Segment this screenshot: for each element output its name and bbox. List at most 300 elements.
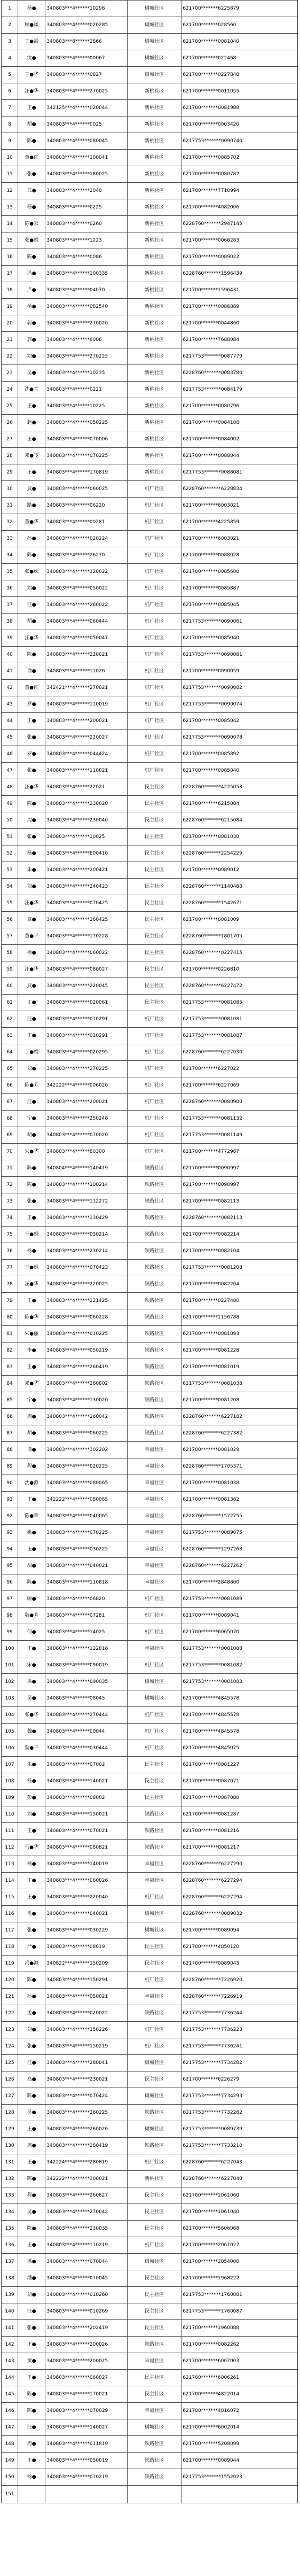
- community-cell: 机厂社区: [127, 746, 181, 763]
- table-row: [2, 812, 298, 829]
- row-index: 117: [2, 1922, 18, 1939]
- row-index: 30: [2, 481, 18, 498]
- name-cell: 潘●: [18, 2254, 45, 2270]
- name-cell: 吴●: [18, 365, 45, 382]
- table-row: [2, 2171, 298, 2187]
- account-cell: 621700*******0082113: [181, 1193, 298, 1210]
- community-cell: 机厂社区: [127, 2038, 181, 2055]
- name-cell: 沈●源: [18, 1475, 45, 1492]
- account-cell: 621700*******0082204: [181, 1276, 298, 1293]
- community-cell: 新桃社区: [127, 348, 181, 365]
- table-row: [2, 1425, 298, 1442]
- row-index: 149: [2, 2453, 18, 2469]
- id-number-cell: 340803***4******080027: [45, 961, 128, 978]
- table-row: [2, 1260, 298, 1276]
- name-cell: 周●: [18, 812, 45, 829]
- table-row: [2, 1525, 298, 1541]
- row-index: 112: [2, 1840, 18, 1856]
- id-number-cell: 340803***4******202419: [45, 2320, 128, 2337]
- name-cell: 陈●云: [18, 216, 45, 232]
- id-number-cell: 340803***4******220027: [45, 730, 128, 746]
- row-index: 150: [2, 2469, 18, 2486]
- row-index: 5: [2, 67, 18, 83]
- row-index: 40: [2, 647, 18, 663]
- account-cell: 6217753*******7734293: [181, 2088, 298, 2105]
- row-index: 9: [2, 133, 18, 150]
- id-number-cell: 340803***4******200021: [45, 713, 128, 730]
- table-row: [2, 2204, 298, 2221]
- table-row: [2, 696, 298, 713]
- row-index: 124: [2, 2038, 18, 2055]
- id-number-cell: 340803***4******130429: [45, 1210, 128, 1227]
- account-cell: 621700*******7688084: [181, 332, 298, 348]
- id-number-cell: 340803***4******070006: [45, 431, 128, 448]
- table-row: [2, 1127, 298, 1144]
- row-index: 34: [2, 547, 18, 564]
- table-row: [2, 1856, 298, 1873]
- account-cell: 621700*******0090997: [181, 1177, 298, 1193]
- name-cell: 武●: [18, 978, 45, 995]
- row-index: 90: [2, 1475, 18, 1492]
- community-cell: 机厂社区: [127, 2237, 181, 2254]
- id-number-cell: 340803***4******11026: [45, 663, 128, 680]
- id-number-cell: 340803***4******260419: [45, 1359, 128, 1376]
- account-cell: 621700*******0081227: [181, 1757, 298, 1773]
- row-index: 138: [2, 2270, 18, 2287]
- table-row: [2, 2254, 298, 2270]
- table-row: [2, 597, 298, 614]
- community-cell: 幸福社区: [127, 1492, 181, 1508]
- row-index: 121: [2, 1989, 18, 2005]
- account-cell: 6228760*******7226919: [181, 1989, 298, 2005]
- row-index: 143: [2, 2353, 18, 2370]
- row-index: 37: [2, 597, 18, 614]
- name-cell: 汪●华: [18, 961, 45, 978]
- table-row: [2, 2486, 298, 2503]
- table-row: [2, 1044, 298, 1061]
- id-number-cell: 340803***4******80300: [45, 1144, 128, 1160]
- name-cell: 杨●: [18, 299, 45, 315]
- community-cell: 铁路社区: [127, 1823, 181, 1840]
- account-cell: 621700*******0085040: [181, 630, 298, 647]
- name-cell: 王●: [18, 464, 45, 481]
- id-number-cell: 340803***4******060026: [45, 1873, 128, 1889]
- id-number-cell: 340803***4******260022: [45, 597, 128, 614]
- name-cell: 周●: [18, 2138, 45, 2154]
- name-cell: 王●: [18, 713, 45, 730]
- community-cell: 民主社区: [127, 845, 181, 862]
- community-cell: 树城社区: [127, 50, 181, 67]
- row-index: 123: [2, 2022, 18, 2038]
- name-cell: 胡●: [18, 1425, 45, 1442]
- community-cell: 铁路社区: [127, 2138, 181, 2154]
- account-cell: 6228760*******6227030: [181, 1044, 298, 1061]
- name-cell: 刘●: [18, 1806, 45, 1823]
- account-cell: 621700*******0090059: [181, 663, 298, 680]
- account-cell: 621700*******0085042: [181, 713, 298, 730]
- id-number-cell: 340803***4******07002: [45, 1757, 128, 1773]
- table-row: [2, 2154, 298, 2171]
- allowance-table: [1, 0, 298, 2503]
- community-cell: 树城社区: [127, 1690, 181, 1707]
- name-cell: 汪●华: [18, 1276, 45, 1293]
- id-number-cell: 340803***4******230021: [45, 2071, 128, 2088]
- id-number-cell: 340803***4******220040: [45, 1889, 128, 1906]
- table-row: [2, 398, 298, 415]
- id-number-cell: 340803***4******1223: [45, 232, 128, 249]
- id-number-cell: 340803***4******080821: [45, 1840, 128, 1856]
- table-row: [2, 216, 298, 232]
- account-cell: 6217753*******7736223: [181, 2022, 298, 2038]
- table-row: [2, 531, 298, 547]
- row-index: 65: [2, 1061, 18, 1077]
- row-index: 107: [2, 1757, 18, 1773]
- table-row: [2, 2055, 298, 2071]
- account-cell: 621700*******6003021: [181, 531, 298, 547]
- table-row: [2, 1840, 298, 1856]
- table-row: [2, 1773, 298, 1790]
- account-cell: 6217753*******1760081: [181, 2287, 298, 2303]
- name-cell: 宋●: [18, 1657, 45, 1674]
- name-cell: 张●华: [18, 1707, 45, 1724]
- row-index: 72: [2, 1177, 18, 1193]
- table-row: [2, 614, 298, 630]
- account-cell: 6228760*******0083780: [181, 365, 298, 382]
- id-number-cell: 340803***4******150219: [45, 2038, 128, 2055]
- name-cell: 王●娟: [18, 1260, 45, 1276]
- id-number-cell: 340803***4******100335: [45, 266, 128, 282]
- row-index: 132: [2, 2171, 18, 2187]
- row-index: 144: [2, 2370, 18, 2386]
- row-index: 11: [2, 166, 18, 183]
- account-cell: 6217753*******0081089: [181, 1591, 298, 1608]
- table-row: [2, 498, 298, 514]
- row-index: 115: [2, 1889, 18, 1906]
- table-row: [2, 1823, 298, 1840]
- id-number-cell: 340803***4******04070: [45, 282, 128, 299]
- name-cell: 顾●: [18, 1591, 45, 1608]
- row-index: 97: [2, 1591, 18, 1608]
- name-cell: 严●: [18, 1939, 45, 1956]
- id-number-cell: 340803***4******070225: [45, 448, 128, 464]
- table-row: [2, 1724, 298, 1740]
- community-cell: 新桃社区: [127, 117, 181, 133]
- id-number-cell: 340803***4******082540: [45, 299, 128, 315]
- row-index: 118: [2, 1939, 18, 1956]
- account-cell: 621700*******0081019: [181, 1359, 298, 1376]
- table-row: [2, 464, 298, 481]
- community-cell: 民主社区: [127, 2204, 181, 2221]
- name-cell: 陈●芳: [18, 1077, 45, 1094]
- account-cell: 6228760*******6227294: [181, 1873, 298, 1889]
- row-index: 23: [2, 365, 18, 382]
- table-row: [2, 796, 298, 812]
- community-cell: 机厂社区: [127, 1077, 181, 1094]
- account-cell: 621700*******0085600: [181, 564, 298, 580]
- account-cell: 621700*******0080782: [181, 166, 298, 183]
- id-number-cell: 340803***4******070045: [45, 2270, 128, 2287]
- table-row: [2, 630, 298, 647]
- table-row: [2, 912, 298, 928]
- account-cell: 6217753*******0081082: [181, 1657, 298, 1674]
- row-index: 122: [2, 2005, 18, 2022]
- name-cell: 董●平: [18, 928, 45, 945]
- table-row: [2, 183, 298, 199]
- id-number-cell: 340803***4******122818: [45, 1641, 128, 1657]
- id-number-cell: 340803***4******240423: [45, 879, 128, 895]
- account-cell: 621700*******4845578: [181, 1724, 298, 1740]
- community-cell: 铁路社区: [127, 2469, 181, 2486]
- community-cell: 幸福社区: [127, 1525, 181, 1541]
- name-cell: 陈●: [18, 1972, 45, 1989]
- account-cell: 621700*******0081217: [181, 1840, 298, 1856]
- row-index: 131: [2, 2154, 18, 2171]
- account-cell: 6217753*******0090740: [181, 133, 298, 150]
- id-number-cell: 340803***4******140021: [45, 1773, 128, 1790]
- community-cell: 民主社区: [127, 2320, 181, 2337]
- community-cell: 树城社区: [127, 2121, 181, 2138]
- row-index: 25: [2, 398, 18, 415]
- table-row: [2, 2386, 298, 2403]
- row-index: 120: [2, 1972, 18, 1989]
- name-cell: 路●: [18, 498, 45, 514]
- community-cell: 机厂社区: [127, 1028, 181, 1044]
- row-index: 51: [2, 829, 18, 845]
- table-row: [2, 1790, 298, 1806]
- table-row: [2, 1757, 298, 1773]
- community-cell: 新桃社区: [127, 133, 181, 150]
- id-number-cell: 340803***4******10025: [45, 829, 128, 845]
- row-index: 119: [2, 1956, 18, 1972]
- id-number-cell: 340803***4******250248: [45, 1111, 128, 1127]
- id-number-cell: 340803***4******10225: [45, 398, 128, 415]
- name-cell: 江●: [18, 183, 45, 199]
- row-index: 85: [2, 1392, 18, 1409]
- table-row: [2, 663, 298, 680]
- id-number-cell: 340803***4******150226: [45, 2022, 128, 2038]
- account-cell: 621700*******4822014: [181, 2386, 298, 2403]
- row-index: 28: [2, 448, 18, 464]
- id-number-cell: 340803***4******06220: [45, 498, 128, 514]
- community-cell: 铁路社区: [127, 1392, 181, 1409]
- row-index: 17: [2, 266, 18, 282]
- table-row: [2, 34, 298, 50]
- table-row: [2, 1160, 298, 1177]
- table-row: [2, 1674, 298, 1690]
- community-cell: 铁路社区: [127, 1806, 181, 1823]
- row-index: 2: [2, 17, 18, 34]
- name-cell: 丁●: [18, 1028, 45, 1044]
- row-index: 136: [2, 2237, 18, 2254]
- community-cell: 民主社区: [127, 812, 181, 829]
- community-cell: 新桃社区: [127, 166, 181, 183]
- row-index: 134: [2, 2204, 18, 2221]
- id-number-cell: 340803***4******270225: [45, 1061, 128, 1077]
- community-cell: 机厂社区: [127, 713, 181, 730]
- table-row: [2, 1359, 298, 1376]
- row-index: 29: [2, 464, 18, 481]
- table-row: [2, 647, 298, 663]
- id-number-cell: 340803***4******230020: [45, 796, 128, 812]
- table-row: [2, 1442, 298, 1458]
- id-number-cell: [45, 2486, 128, 2503]
- community-cell: 民主社区: [127, 2287, 181, 2303]
- row-index: 33: [2, 531, 18, 547]
- id-number-cell: 340803***4******110021: [45, 763, 128, 779]
- name-cell: 张●娟: [18, 232, 45, 249]
- id-number-cell: 340803***4******0260: [45, 216, 128, 232]
- name-cell: 王●: [18, 2370, 45, 2386]
- id-number-cell: 340803***4******0086: [45, 249, 128, 266]
- account-cell: 6217753*******7736241: [181, 2038, 298, 2055]
- account-cell: 621700*******0081287: [181, 1806, 298, 1823]
- community-cell: 铁路社区: [127, 1276, 181, 1293]
- account-cell: 621700*******0066283: [181, 232, 298, 249]
- name-cell: 陈●华: [18, 1309, 45, 1326]
- table-row: [2, 845, 298, 862]
- name-cell: 宁●: [18, 1392, 45, 1409]
- account-cell: 6217753*******0081132: [181, 1111, 298, 1127]
- name-cell: 陈●荣: [18, 1508, 45, 1525]
- id-number-cell: 340803***4******0225: [45, 199, 128, 216]
- id-number-cell: 340803***4******230040: [45, 812, 128, 829]
- id-number-cell: 340803***4******270020: [45, 315, 128, 332]
- row-index: 7: [2, 100, 18, 117]
- row-index: 95: [2, 1558, 18, 1574]
- name-cell: 彭●: [18, 1790, 45, 1806]
- community-cell: 机厂社区: [127, 1094, 181, 1111]
- account-cell: 621700*******1156788: [181, 1309, 298, 1326]
- account-cell: 621700*******0089044: [181, 2453, 298, 2469]
- id-number-cell: 340803***4******260225: [45, 2105, 128, 2121]
- community-cell: 民主社区: [127, 779, 181, 796]
- id-number-cell: 340803***4******220045: [45, 978, 128, 995]
- account-cell: 6228760*******1596439: [181, 266, 298, 282]
- community-cell: 幸福社区: [127, 2353, 181, 2370]
- community-cell: 机厂社区: [127, 564, 181, 580]
- id-number-cell: 340803***4******070424: [45, 2088, 128, 2105]
- name-cell: 姚●: [18, 1525, 45, 1541]
- table-row: [2, 332, 298, 348]
- account-cell: [181, 2486, 298, 2503]
- account-cell: 621700*******0082214: [181, 1227, 298, 1243]
- name-cell: 刘●: [18, 348, 45, 365]
- account-cell: 621700*******4850120: [181, 1939, 298, 1956]
- id-number-cell: 340803***4******08019: [45, 1939, 128, 1956]
- community-cell: 机厂社区: [127, 647, 181, 663]
- id-number-cell: 340803***4******121425: [45, 1293, 128, 1309]
- row-index: 44: [2, 713, 18, 730]
- id-number-cell: 340803***4******302202: [45, 1442, 128, 1458]
- community-cell: 新桃社区: [127, 216, 181, 232]
- table-row: [2, 1906, 298, 1922]
- table-row: [2, 879, 298, 895]
- community-cell: 幸福社区: [127, 1442, 181, 1458]
- community-cell: 机厂社区: [127, 531, 181, 547]
- account-cell: 621700*******4772987: [181, 1144, 298, 1160]
- row-index: 87: [2, 1425, 18, 1442]
- name-cell: 胡●: [18, 117, 45, 133]
- account-cell: 6217753*******0084179: [181, 382, 298, 398]
- name-cell: 孟●: [18, 2005, 45, 2022]
- name-cell: 朱●华: [18, 1144, 45, 1160]
- id-number-cell: 340803***4******010219: [45, 2469, 128, 2486]
- row-index: 42: [2, 680, 18, 696]
- name-cell: 高●: [18, 2071, 45, 2088]
- name-cell: 沈●兰: [18, 382, 45, 398]
- community-cell: 幸福社区: [127, 1873, 181, 1889]
- table-row: [2, 83, 298, 100]
- account-cell: 621700*******0081228: [181, 1343, 298, 1359]
- community-cell: 铁路社区: [127, 2436, 181, 2453]
- account-cell: 6228760*******6227182: [181, 1409, 298, 1425]
- community-cell: 铁路社区: [127, 1177, 181, 1193]
- account-cell: 621700*******0081038: [181, 1475, 298, 1492]
- account-cell: 6228760*******6227382: [181, 1425, 298, 1442]
- account-cell: 6228760*******6227043: [181, 2154, 298, 2171]
- row-index: 74: [2, 1210, 18, 1227]
- account-cell: 621700*******0080796: [181, 398, 298, 415]
- name-cell: 魏●: [18, 1724, 45, 1740]
- community-cell: 新桃社区: [127, 431, 181, 448]
- table-row: [2, 2337, 298, 2353]
- table-row: [2, 746, 298, 763]
- name-cell: 王●: [18, 1359, 45, 1376]
- id-number-cell: 340803***4******280419: [45, 2138, 128, 2154]
- account-cell: 6217753*******1552023: [181, 2469, 298, 2486]
- row-index: 8: [2, 117, 18, 133]
- id-number-cell: 340803***4******010291: [45, 1011, 128, 1028]
- id-number-cell: 340803***4******200421: [45, 862, 128, 879]
- table-row: [2, 564, 298, 580]
- community-cell: 树城社区: [127, 1906, 181, 1922]
- account-cell: 621700*******2061027: [181, 2237, 298, 2254]
- community-cell: 铁路社区: [127, 1260, 181, 1276]
- name-cell: 陈●: [18, 249, 45, 266]
- id-number-cell: 340803***4******08002: [45, 1790, 128, 1806]
- name-cell: 刘●: [18, 1061, 45, 1077]
- name-cell: 刘●: [18, 879, 45, 895]
- id-number-cell: 340803***4******080065: [45, 1475, 128, 1492]
- account-cell: 6228760*******1542671: [181, 895, 298, 912]
- name-cell: 杨●: [18, 1, 45, 17]
- name-cell: 陈●: [18, 547, 45, 564]
- community-cell: 幸福社区: [127, 2403, 181, 2419]
- row-index: 140: [2, 2303, 18, 2320]
- account-cell: 621700*******0081029: [181, 1442, 298, 1458]
- row-index: 96: [2, 1574, 18, 1591]
- table-row: [2, 1508, 298, 1525]
- account-cell: 6228760*******4225058: [181, 779, 298, 796]
- community-cell: 机厂社区: [127, 614, 181, 630]
- name-cell: 张●: [18, 730, 45, 746]
- name-cell: 吴●: [18, 2105, 45, 2121]
- id-number-cell: 340803***4******050047: [45, 630, 128, 647]
- row-index: 67: [2, 1094, 18, 1111]
- account-cell: 6217753*******0081038: [181, 1376, 298, 1392]
- table-row: [2, 2436, 298, 2453]
- name-cell: 邓●飞: [18, 448, 45, 464]
- id-number-cell: 340803***4******060022: [45, 945, 128, 961]
- community-cell: 铁路社区: [127, 2453, 181, 2469]
- name-cell: 卢●: [18, 282, 45, 299]
- name-cell: 王●: [18, 1492, 45, 1508]
- row-index: 98: [2, 1608, 18, 1624]
- row-index: 58: [2, 945, 18, 961]
- account-cell: 621700*******6225879: [181, 1, 298, 17]
- row-index: 80: [2, 1309, 18, 1326]
- id-number-cell: 340803***4******090019: [45, 1657, 128, 1674]
